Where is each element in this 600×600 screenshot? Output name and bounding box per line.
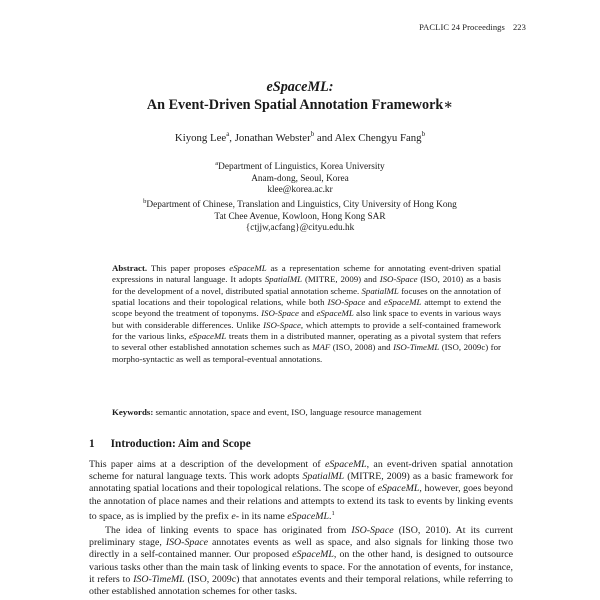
author-list: Kiyong Lee$^a$, Jonathan Webster$^b$ and Alex Chengyu Fang$^b$ <box>174 130 426 144</box>
affiliation-1 <box>0 158 600 197</box>
author-affil-mark: a <box>226 130 230 138</box>
affil-email: {ctjjw,acfang}@cityu.edu.hk <box>245 223 355 234</box>
title-line-2: An Event-Driven Spatial Annotation Framework∗ <box>146 97 454 113</box>
affil-line: Anam-dong, Seoul, Korea <box>251 173 349 184</box>
page-number: 223 <box>512 22 526 32</box>
affil-line: Tat Chee Avenue, Kowloon, Hong Kong SAR <box>214 211 386 222</box>
author-name: Alex Chengyu Fang <box>334 132 422 144</box>
section-heading <box>89 437 251 451</box>
footnote-mark[interactable]: 1 <box>331 509 335 517</box>
abstract-label: Abstract. <box>112 263 148 273</box>
affil-mark: b <box>143 198 147 205</box>
author-name: Kiyong Lee <box>174 132 227 144</box>
affiliation-2 <box>0 196 600 235</box>
paragraph: This paper aims at a description of the development of eSpaceML, an event-driven spatial annotation scheme for natural language texts. This work adopts SpatialML (MITRE, 2009) as a basic framework for annotating spatial locations and their topological relations. The scope of eSpaceML, however, goes beyond the annotation of place names and their relations and attempts to extend its task to events by linking events to space, as is implied by the prefix e- in its name eSpaceML.$^1$ <box>89 459 514 522</box>
keywords <box>112 407 512 418</box>
section-number: 1 <box>89 438 95 450</box>
paper-title <box>0 78 600 114</box>
keywords-label: Keywords: <box>112 407 154 417</box>
affil-email: klee@korea.ac.kr <box>267 185 333 196</box>
title-footnote-mark: ∗ <box>443 97 454 113</box>
affil-line: Department of Linguistics, Korea University <box>218 162 385 172</box>
affil-line: Department of Chinese, Translation and Linguistics, City University of Hong Kong <box>146 200 457 210</box>
running-header <box>419 22 526 32</box>
abstract: Abstract. This paper proposes eSpaceML as a representation scheme for annotating event-driven spatial expressions in natural language. It adopts SpatialML (MITRE, 2009) and ISO-Space (ISO, 2010) as a basis for the development of a novel, distributed spatial annotation scheme. SpatialML focuses on the annotation of spatial locations and their topological relations, while both ISO-Space and eSpaceML attempt to extend the scope beyond the treatment of toponyms. ISO-Space and eSpaceML also link space to events in various ways but with considerable differences. Unlike ISO-Space, which attempts to provide a self-contained framework for the various links, eSpaceML treats them in a distributed manner, operating as a pivotal system that refers to several other established annotation schemes such as MAF (ISO, 2008) and ISO-TimeML (ISO, 2009c) for morpho-syntactic as well as temporal-eventual annotations. <box>112 263 502 364</box>
section-title: Introduction: Aim and Scope <box>110 438 251 450</box>
author-affil-mark: b <box>421 130 426 138</box>
paragraph: The idea of linking events to space has originated from ISO-Space (ISO, 2010). At its current preliminary stage, ISO-Space annotates events as well as space, and also signals for linking those two directly in a self-contained manner. Our proposed eSpaceML, on the other hand, is designed to outsource various tasks other than the main task of linking events to space. For the annotation of events, for instance, it refers to ISO-TimeML (ISO, 2009c) that annotates events and their temporal relations, while referring to other established annotation schemes for other tasks. <box>89 525 514 598</box>
body-text <box>89 459 513 598</box>
author-affil-mark: b <box>310 130 315 138</box>
author-name: Jonathan Webster <box>234 132 311 144</box>
title-line-1: eSpaceML: <box>266 79 334 95</box>
keywords-text: semantic annotation, space and event, ISO, language resource management <box>153 407 422 417</box>
affil-mark: a <box>215 160 219 167</box>
proceedings-name: PACLIC 24 Proceedings <box>419 22 505 32</box>
